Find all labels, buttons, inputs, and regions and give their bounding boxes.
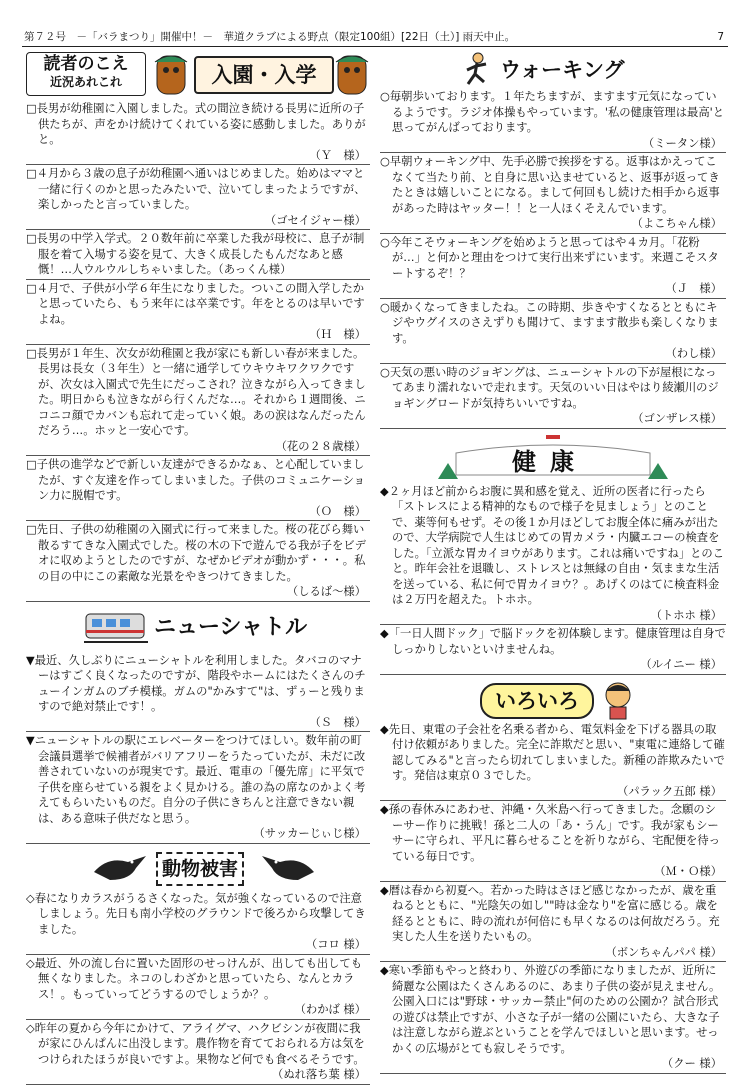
post-item xyxy=(26,652,370,733)
post-item xyxy=(380,364,726,429)
section-title-walking xyxy=(380,52,726,88)
post-item xyxy=(380,483,726,626)
right-column xyxy=(380,52,726,1074)
post-item xyxy=(26,955,370,1020)
animals-posts xyxy=(26,890,370,1085)
post-item xyxy=(26,890,370,955)
post-text: □先日、子供の幼稚園の入園式に行って来ました。桜の花びら舞い散るすてきな入園式でした。桜の木の下で遊んでる我が子をビデオに収めようとしたのですが、なぜかビデオが動かず・・・。私の目の中にこの素敵な光景をやきつけてきました。 xyxy=(26,523,366,583)
post-text: ◇昨年の夏から今年にかけて、アライグマ、ハクビシンが夜間に我が家にひんぱんに出没します。農作物を育てておられる方は気をつけられたほうが良いですよ。果物など何でも食べるそうです。 xyxy=(26,1021,365,1066)
page-number: 7 xyxy=(717,31,724,43)
entrance-posts xyxy=(26,100,370,602)
post-text: ◆寒い季節もやっと終わり、外遊びの季節になりましたが、近所に綺麗な公園はたくさんあるのに、あまり子供の姿が見えません。公園入口には"野球・サッカー禁止"何のための公園か？試合形式の遊びは禁止ですが、小さな子が一緒の公園にいたら、大きな子は注意しながら遊ぶということを学んでほしいと思います。せっかくの広場がとても寂しそうです。 xyxy=(380,964,721,1055)
post-item xyxy=(26,1020,370,1085)
post-author: （Ｙ 様） xyxy=(309,148,366,162)
misc-title: いろいろ xyxy=(480,683,594,719)
post-text: ◇最近、外の流し台に置いた固形のせっけんが、出しても出しても無くなりました。ネコのしわざかと思っていたら、なんとカラス！。もっていってどうするのでしょうか？。 xyxy=(26,956,363,1001)
post-author: （ぬれ落ち葉 様） xyxy=(272,1068,366,1081)
post-text: ▼最近、久しぶりにニューシャトルを利用しました。タバコのマナーはすごく良くなったのですが、階段やホームにはたくさんのチューインガムのブチ模様。ガムの"かみすて"は、ずぅーと残りますので絶対禁止です！。 xyxy=(26,653,366,713)
tree-right-icon xyxy=(332,52,372,96)
post-author: （コロ 様） xyxy=(305,938,366,951)
post-item xyxy=(26,732,370,844)
event-notice: －「バラまつり」開催中！－ 華道クラブによる野点（限定100組）[22日（土）] 雨天中止。 xyxy=(76,31,516,43)
crow-left-icon xyxy=(90,850,150,886)
header-left xyxy=(24,28,515,46)
post-item xyxy=(26,280,370,345)
post-author: （クー 様） xyxy=(661,1057,722,1070)
post-text: ◆「一日人間ドック」で脳ドックを初体験します。健康管理は自身でしっかりしないといけませんね。 xyxy=(380,627,726,656)
post-author: （よこちゃん様） xyxy=(631,217,722,230)
label-line1: 読者のこえ xyxy=(43,54,129,74)
post-text: ◆先日、東電の子会社を名乗る者から、電気料金を下げる器具の取付け依頼がありました。完全に詐欺だと思い、"東電に連絡して確認してみる"と言ったら切れてしまいました。新種の詐欺みたいです。発信は東京０３でした。 xyxy=(380,722,725,782)
post-text: □４月で、子供が小学６年生になりました。ついこの間入学したかと思っていたら、もう来年には卒業です。年をとるのは早いですよね。 xyxy=(26,281,365,326)
post-author: （わし様） xyxy=(665,347,722,360)
post-text: ◆暦は春から初夏へ。若かった時はさほど感じなかったが、歳を重ねるとともに、"光陰矢の如し""時は金なり"を富に感じる。歳を経るとともに、時の流れが何倍にも早くなるのは何故だろう。充実した人生を送りたいもの。 xyxy=(380,883,720,943)
label-line2: 近況あれこれ xyxy=(49,75,122,89)
crow-right-icon xyxy=(258,850,318,886)
issue-number: 第７２号 xyxy=(24,31,66,43)
post-author: （ルイニー 様） xyxy=(640,658,722,671)
post-item xyxy=(26,345,370,457)
post-text: □４月から３歳の息子が幼稚園へ通いはじめました。始めはママと一緒に行くのかと思ったみたいで、泣いてしまったようですが、楽しかったと言っていました。 xyxy=(26,167,366,211)
post-author: （Ｓ 様） xyxy=(309,715,366,729)
page-header xyxy=(22,28,728,47)
section-title-animals xyxy=(26,848,370,888)
post-text: ◇春になりカラスがうるさくなった。気が強くなっているので注意しましょう。先日も南小学校のグラウンドで後ろから攻撃してきました。 xyxy=(26,891,366,936)
post-author: （ミータン様） xyxy=(642,136,722,150)
post-text: ○毎朝歩いております。１年たちますが、ますます元気になっているようです。ラジオ体操もやっています。'私の健康管理は最高'と思ってがんばっております。 xyxy=(380,90,725,134)
post-text: ▼ニューシャトルの駅にエレベーターをつけてほしい。数年前の町会議員選挙で候補者がバリアフリーをうたっていたが、未だに改善されていないのが現実です。最近、電車の「優先席」に平気で子供を座らせている親をよく見かける。誰の為の席なのかよく考えてもらいたいものだ。自分の子供にきちんと注意できない親は、ある意味子供だなと思う。 xyxy=(26,734,366,825)
post-author: （Ｈ 様） xyxy=(309,328,366,341)
post-text: ○暖かくなってきましたね。この時期、歩きやすくなるとともにキジやウグイスのさえずりも聞けて、ますます散歩も楽しくなります。 xyxy=(380,300,719,345)
post-text: □長男が１年生、次女が幼稚園と我が家にも新しい春が来ました。長男は長女（３年生）と一緒に通学してウキウキワクワクですが、次女は入園式で先生にだっこされ？泣きながら入ってきました。明日からも泣きながら行くんだな…。それから１週間後、ニコニコ顔でカバンも忘れて走っていく娘。あの涙はなんだったんだろう…。ホッと一安心です。 xyxy=(26,346,366,437)
section-title-misc xyxy=(380,679,726,721)
post-text: ◆２ヶ月ほど前からお腹に異和感を覚え、近所の医者に行ったら「ストレスによる精神的なもので様子を見ましょう」とのことで、薬等何もせず。その後１か月ほどしてお腹全体に痛みが出たので、大学病院で人生はじめての胃カメラ・内臓エコーの検査をした。「立派な胃カイヨウがあります。これは痛いですね」とのこと。昨年会社を退職し、ストレスとは無縁の自由・気ままな生活を送っている、私に何で胃カイヨウ？。あげくのはてに検査料金は２万円を超えた。トホホ。 xyxy=(380,484,725,606)
runner-icon xyxy=(462,52,492,86)
newshuttle-posts xyxy=(26,652,370,844)
post-item xyxy=(380,88,726,153)
post-author: （サッカーじぃじ様） xyxy=(253,827,366,840)
post-author: （Ｏ 様） xyxy=(309,504,366,518)
left-column xyxy=(26,52,370,1085)
post-item xyxy=(380,882,726,963)
post-item xyxy=(380,962,726,1074)
post-item xyxy=(380,801,726,882)
section-title-newshuttle xyxy=(26,606,370,650)
post-text: □子供の進学などで新しい友達ができるかなぁ、と心配していましたが、すぐ友達を作ってしまいました。子供のコミュニケーション力に脱帽です。 xyxy=(26,458,365,502)
misc-posts xyxy=(380,721,726,1074)
post-author: （ゴンザレス様） xyxy=(632,412,722,425)
post-author: （わかば 様） xyxy=(294,1003,366,1016)
post-text: ◆孫の春休みにあわせ、沖縄・久米島へ行ってきました。念願のシーサー作りに挑戦！孫と二人の「あ・うん」です。我が家もシーサーに守られ、平凡に暮らせることを祈りながら、宅配便を待っている毎日です。 xyxy=(380,803,720,863)
post-item xyxy=(26,165,370,230)
post-text: ○今年こそウォーキングを始めようと思ってはや４カ月。「花粉が…」と何かと理由をつけて実行出来ずにいます。来週こそスタートするぞ！？ xyxy=(380,235,719,280)
train-icon xyxy=(84,610,148,646)
post-item xyxy=(380,299,726,364)
section-title-entrance xyxy=(26,52,370,96)
post-author: （しるば～様） xyxy=(286,585,366,598)
post-item xyxy=(26,456,370,521)
post-author: （Ｍ・Ｏ様） xyxy=(654,865,722,878)
post-text: ○天気の悪い時のジョギングは、ニューシャトルの下が屋根になってあまり濡れないで走れます。天気のいい日はやはり綾瀬川のジョギングロードが気持ちいいですね。 xyxy=(380,365,719,410)
post-item xyxy=(26,230,370,280)
post-author: （Ｊ 様） xyxy=(665,282,722,295)
post-item xyxy=(26,521,370,602)
newshuttle-title: ニューシャトル xyxy=(154,614,308,640)
post-author: （ボンちゃんパパ 様） xyxy=(605,945,722,959)
health-posts xyxy=(380,483,726,675)
post-text: □長男が幼稚園に入園しました。式の間泣き続ける長男に近所の子供たちが、声をかけ続けてくれている姿に感動しました。ありがと。 xyxy=(26,102,366,146)
post-item xyxy=(380,234,726,299)
post-text: □長男の中学入学式。２０数年前に卒業した我が母校に、息子が制服を着て入場する姿を見て、大きく成長したもんだなあと感慨！…人ウルウルしちゃいました。（あっくん様） xyxy=(26,232,365,276)
entrance-title: 入園・入学 xyxy=(194,56,334,94)
section-title-health xyxy=(380,435,726,483)
post-author: （花の２８歳様） xyxy=(275,439,366,453)
health-title: 健康 xyxy=(512,447,588,476)
post-author: （パラック五郎 様） xyxy=(616,784,722,798)
post-text: ○早朝ウォーキング中、先手必勝で挨拶をする。返事はかえってこなくて当たり前、と自身に思い込ませていると、返事が返ってきたときは嬉しいことになる。まして何回もし続けた相手から返事があった時はヤッター！！と一人ほくそえんでいます。 xyxy=(380,155,720,215)
post-item xyxy=(26,100,370,165)
animals-title: 動物被害 xyxy=(156,852,244,886)
post-author: （ゴセイジャー様） xyxy=(264,213,366,227)
post-item xyxy=(380,721,726,802)
post-author: （トホホ 様） xyxy=(650,608,722,622)
post-item xyxy=(380,625,726,675)
walking-posts xyxy=(380,88,726,429)
tree-left-icon xyxy=(151,52,191,96)
walking-title: ウォーキング xyxy=(500,58,625,82)
character-icon xyxy=(598,679,638,721)
readers-voice-label xyxy=(26,52,146,96)
post-item xyxy=(380,153,726,234)
